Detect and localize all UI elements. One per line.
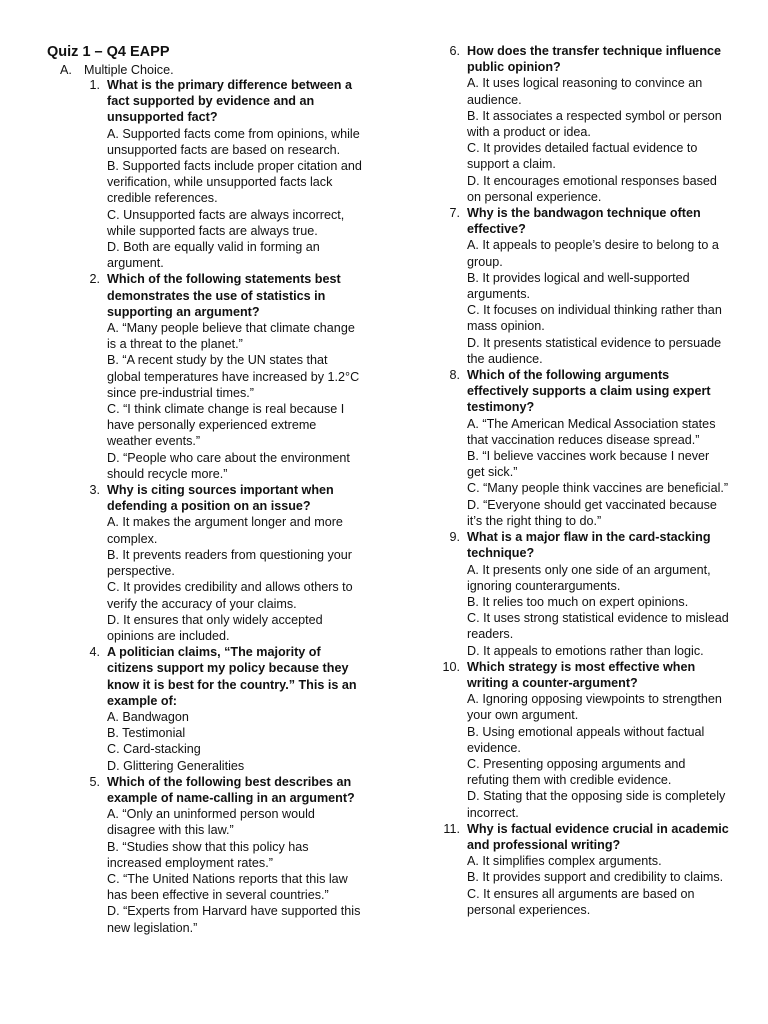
question-text: Why is the bandwagon technique often effective? bbox=[467, 206, 701, 237]
question-item bbox=[440, 821, 730, 918]
answer-option: A. “The American Medical Association states that vaccination reduces disease spread.” bbox=[467, 416, 716, 447]
answer-option: C. Presenting opposing arguments and refuting them with credible evidence. bbox=[467, 756, 686, 788]
question-number bbox=[80, 482, 107, 644]
answer-option: B. It relies too much on expert opinions. bbox=[467, 594, 689, 609]
question-item bbox=[440, 367, 730, 529]
answer-option: C. It ensures all arguments are based on personal experiences. bbox=[467, 886, 695, 917]
answer-option: D. It presents statistical evidence to persuade the audience. bbox=[467, 335, 722, 366]
answer-option: D. “Experts from Harvard have supported this new legislation.” bbox=[107, 904, 361, 935]
answer-option: A. It simplifies complex arguments. bbox=[467, 854, 662, 869]
answer-option: B. “A recent study by the UN states that global temperatures have increased by 1.2°C since pre-industrial times.” bbox=[107, 353, 360, 400]
question-body bbox=[107, 482, 362, 644]
question-item bbox=[80, 271, 362, 482]
question-number-text: 11. bbox=[443, 821, 460, 836]
question-number bbox=[440, 529, 467, 659]
answer-option: C. Card-stacking bbox=[107, 742, 201, 757]
question-item bbox=[80, 644, 362, 774]
answer-option: D. It appeals to emotions rather than logic. bbox=[467, 643, 704, 658]
answer-option: B. Supported facts include proper citation and verification, while unsupported facts lack credible references. bbox=[107, 159, 362, 206]
right-column bbox=[440, 43, 730, 918]
question-item bbox=[80, 774, 362, 936]
question-text: Which of the following arguments effectively supports a claim using expert testimony? bbox=[467, 368, 711, 415]
question-text: Why is factual evidence crucial in academic and professional writing? bbox=[467, 821, 729, 852]
question-number bbox=[440, 205, 467, 367]
answer-option: D. “Everyone should get vaccinated because it’s the right thing to do.” bbox=[467, 497, 717, 528]
answer-option: B. It provides logical and well-supported arguments. bbox=[467, 270, 690, 302]
question-text: Which strategy is most effective when writing a counter-argument? bbox=[467, 659, 696, 690]
answer-option: A. It uses logical reasoning to convince an audience. bbox=[467, 76, 703, 107]
answer-option: D. “People who care about the environment should recycle more.” bbox=[107, 450, 350, 481]
question-item bbox=[440, 659, 730, 821]
answer-option: C. “The United Nations reports that this law has been effective in several countries.” bbox=[107, 871, 348, 903]
answer-option: B. Using emotional appeals without factual evidence. bbox=[467, 724, 705, 755]
question-body bbox=[467, 367, 730, 529]
question-number bbox=[80, 774, 107, 936]
answer-option: C. It provides credibility and allows others to verify the accuracy of your claims. bbox=[107, 580, 353, 611]
question-item bbox=[80, 482, 362, 644]
question-number-text: 1. bbox=[89, 78, 100, 92]
question-number bbox=[440, 821, 467, 918]
question-body bbox=[107, 77, 362, 271]
question-number-text: 4. bbox=[89, 645, 100, 660]
question-number-text: 5. bbox=[89, 774, 100, 789]
answer-option: A. It presents only one side of an argument, ignoring counterarguments. bbox=[467, 562, 711, 593]
page-title: Quiz 1 – Q4 EAPP bbox=[47, 44, 170, 60]
answer-option: C. It provides detailed factual evidence to support a claim. bbox=[467, 141, 698, 172]
question-text: Why is citing sources important when defending a position on an issue? bbox=[107, 483, 334, 514]
section-label: Multiple Choice. bbox=[84, 63, 174, 77]
question-text: How does the transfer technique influence public opinion? bbox=[467, 44, 722, 75]
question-number-text: 7. bbox=[449, 206, 460, 221]
answer-option: B. It provides support and credibility to claims. bbox=[467, 870, 724, 885]
question-number-text: 6. bbox=[449, 44, 460, 58]
answer-option: A. It makes the argument longer and more complex. bbox=[107, 515, 343, 546]
answer-option: C. Unsupported facts are always incorrect, while supported facts are always true. bbox=[107, 207, 345, 238]
answer-option: A. It appeals to people’s desire to belong to a group. bbox=[467, 238, 719, 269]
question-body bbox=[107, 774, 362, 936]
answer-option: A. Supported facts come from opinions, while unsupported facts are based on research. bbox=[107, 126, 360, 157]
answer-option: D. It encourages emotional responses based on personal experience. bbox=[467, 173, 717, 204]
question-number-text: 2. bbox=[89, 272, 100, 287]
question-number-text: 10. bbox=[442, 659, 460, 674]
question-text: Which of the following statements best demonstrates the use of statistics in supporting an argument? bbox=[107, 272, 341, 319]
question-body bbox=[467, 659, 730, 821]
answer-option: B. “I believe vaccines work because I never get sick.” bbox=[467, 449, 710, 480]
answer-option: D. Both are equally valid in forming an argument. bbox=[107, 240, 320, 271]
question-body bbox=[467, 529, 730, 659]
question-text: What is the primary difference between a fact supported by evidence and an unsupported fact? bbox=[107, 78, 352, 125]
question-text: What is a major flaw in the card-stacking technique? bbox=[467, 530, 711, 561]
answer-option: A. “Only an uninformed person would disagree with this law.” bbox=[107, 807, 315, 838]
section-letter: A. bbox=[60, 63, 72, 77]
answer-option: A. Bandwagon bbox=[107, 709, 189, 724]
question-number bbox=[80, 644, 107, 774]
section-heading bbox=[60, 62, 174, 78]
question-text: A politician claims, “The majority of citizens support my policy because they know it is best for the country.” This is an example of: bbox=[107, 645, 357, 708]
question-number bbox=[80, 271, 107, 482]
question-item bbox=[440, 43, 730, 205]
question-number-text: 8. bbox=[449, 368, 460, 383]
question-body bbox=[107, 271, 362, 482]
question-item bbox=[80, 77, 362, 271]
question-body bbox=[467, 821, 730, 918]
question-body bbox=[107, 644, 362, 774]
question-text: Which of the following best describes an example of name-calling in an argument? bbox=[107, 774, 355, 805]
answer-option: A. Ignoring opposing viewpoints to strengthen your own argument. bbox=[467, 692, 722, 723]
question-body bbox=[467, 43, 730, 205]
answer-option: B. “Studies show that this policy has increased employment rates.” bbox=[107, 839, 309, 870]
answer-option: C. It uses strong statistical evidence to mislead readers. bbox=[467, 611, 729, 642]
answer-option: B. Testimonial bbox=[107, 726, 186, 741]
answer-option: A. “Many people believe that climate change is a threat to the planet.” bbox=[107, 321, 355, 352]
answer-option: B. It prevents readers from questioning your perspective. bbox=[107, 547, 353, 579]
answer-option: D. Stating that the opposing side is completely incorrect. bbox=[467, 789, 726, 820]
question-item bbox=[440, 205, 730, 367]
answer-option: C. “I think climate change is real because I have personally experienced extreme weather events.” bbox=[107, 402, 345, 449]
left-column bbox=[80, 77, 362, 936]
question-number bbox=[440, 43, 467, 205]
answer-option: B. It associates a respected symbol or person with a product or idea. bbox=[467, 108, 722, 140]
question-body bbox=[467, 205, 730, 367]
answer-option: D. It ensures that only widely accepted opinions are included. bbox=[107, 612, 323, 643]
answer-option: C. It focuses on individual thinking rather than mass opinion. bbox=[467, 303, 722, 334]
answer-option: C. “Many people think vaccines are beneficial.” bbox=[467, 481, 729, 496]
question-number bbox=[440, 659, 467, 821]
question-number-text: 3. bbox=[89, 483, 100, 498]
question-item bbox=[440, 529, 730, 659]
question-number bbox=[80, 77, 107, 271]
answer-option: D. Glittering Generalities bbox=[107, 758, 245, 773]
question-number bbox=[440, 367, 467, 529]
question-number-text: 9. bbox=[449, 530, 460, 545]
